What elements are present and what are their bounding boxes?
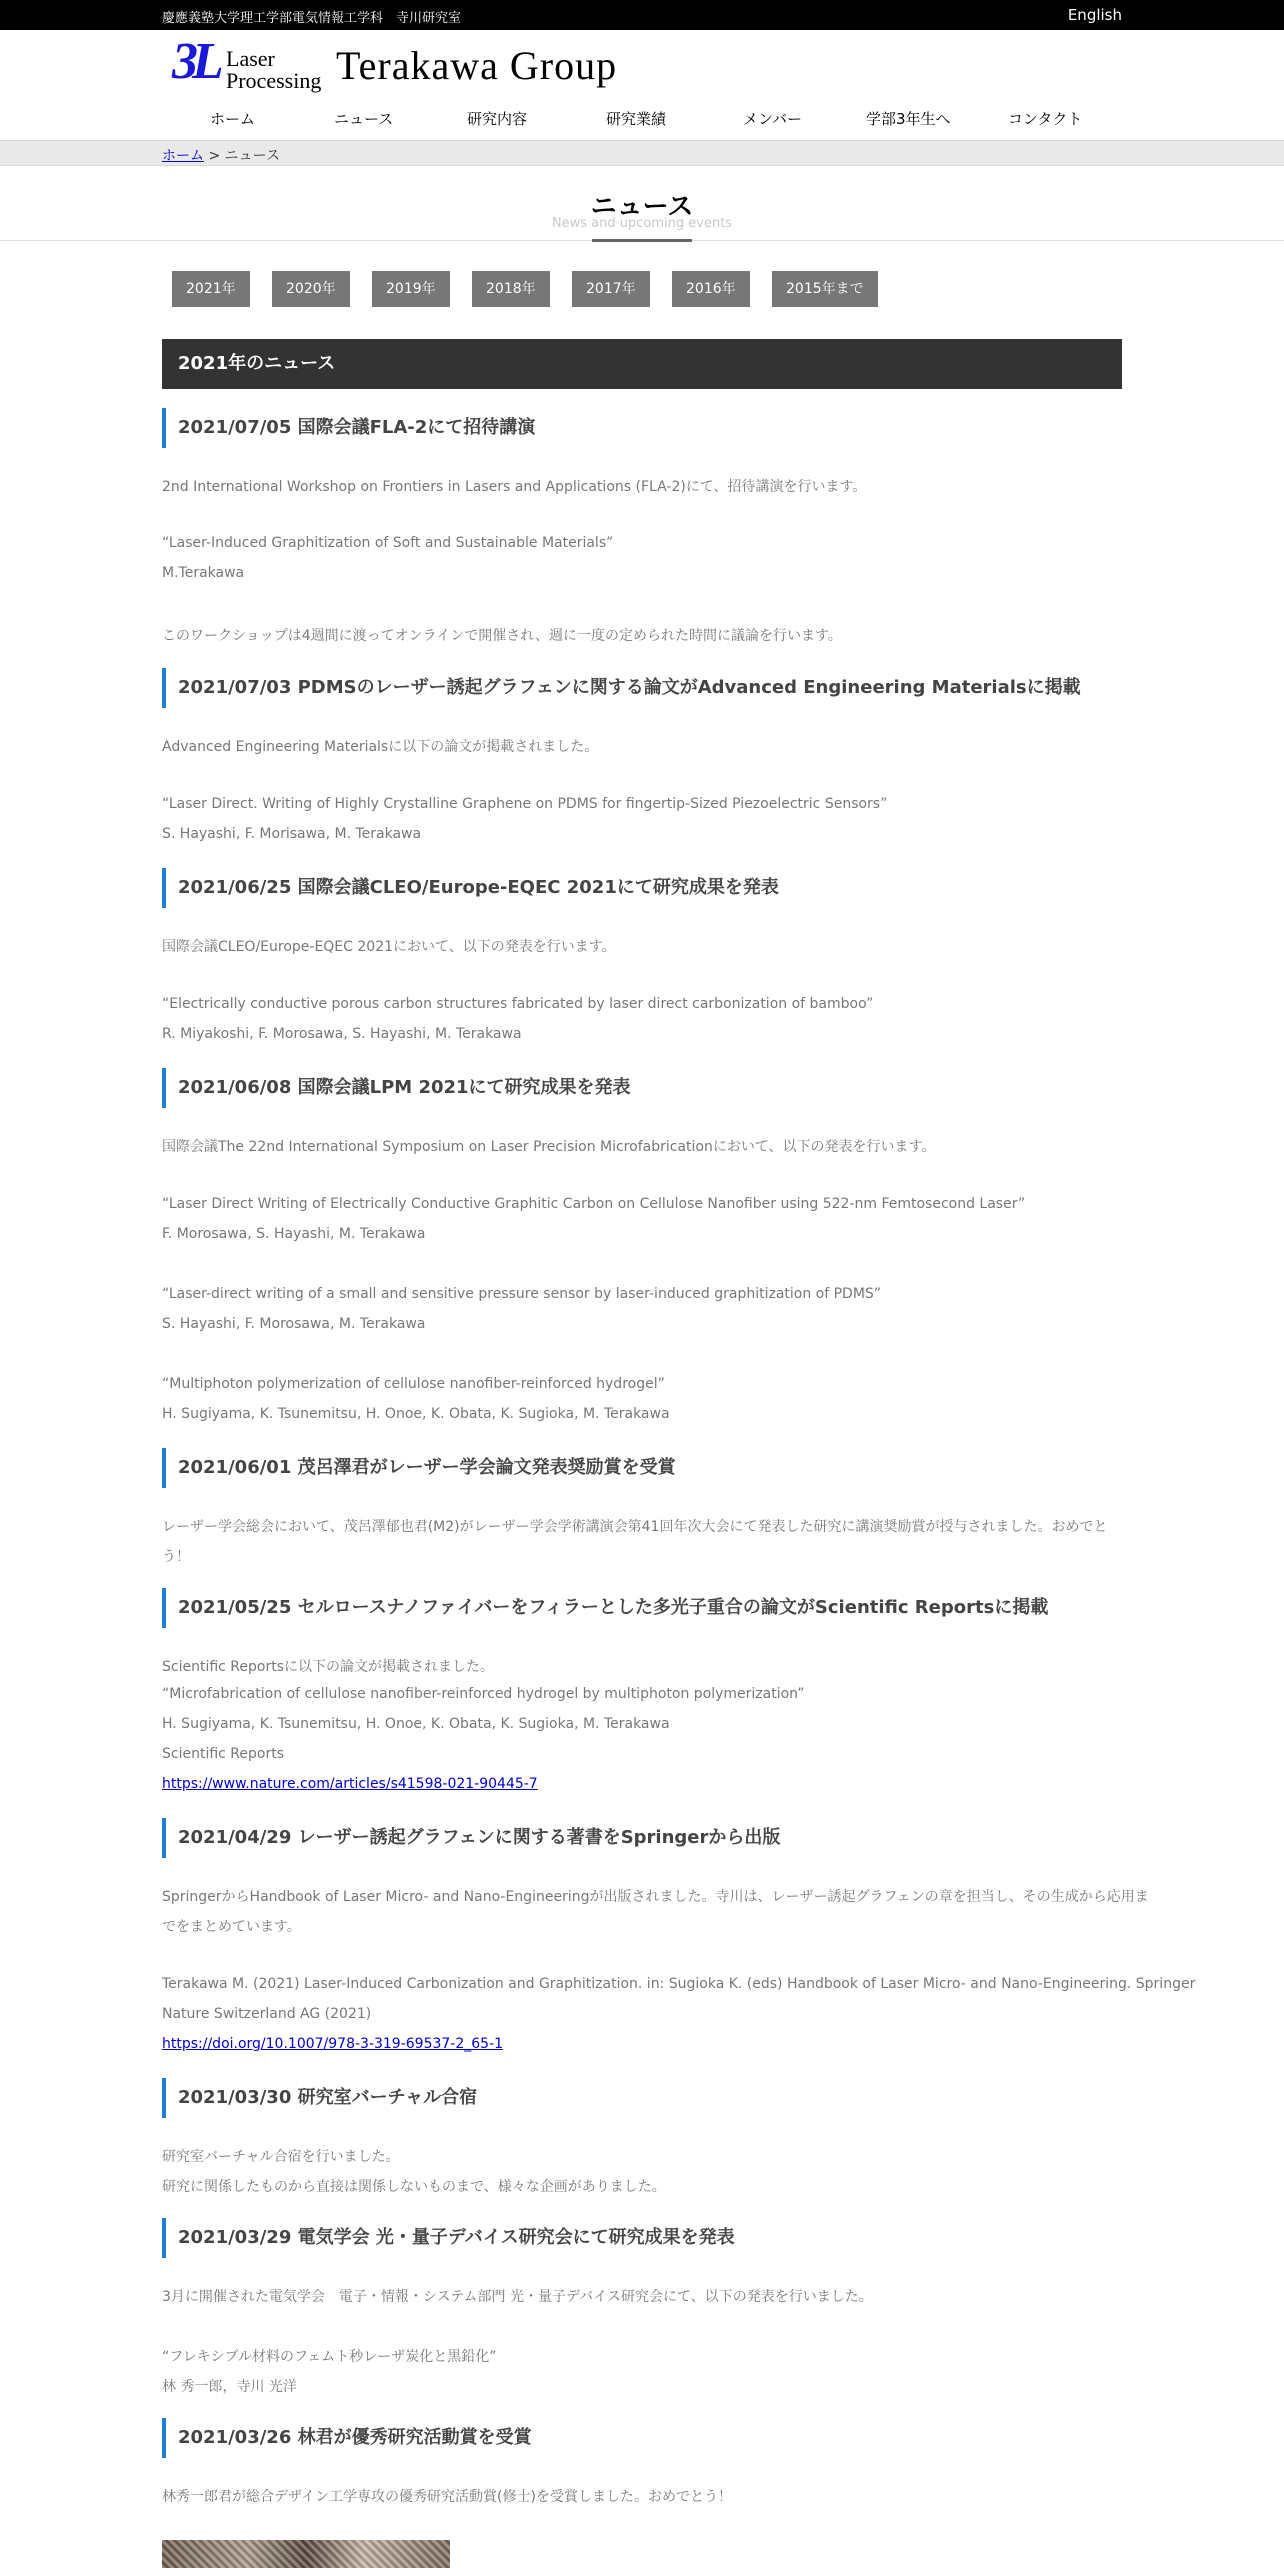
year-section-banner: 2021年のニュース — [162, 339, 1122, 389]
university-name: 慶應義塾大学理工学部電気情報工学科 寺川研究室 — [162, 11, 462, 26]
news-text: でをまとめています。 — [162, 1919, 301, 1935]
news-text: “Laser-Induced Graphitization of Soft and Sustainable Materials” — [162, 535, 614, 551]
news-text: Scientific Reportsに以下の論文が掲載されました。 — [162, 1659, 495, 1675]
news-text: “Laser-direct writing of a small and sensitive pressure sensor by laser-induced graphitization of PDMS” — [162, 1286, 882, 1302]
breadcrumb-separator: > — [204, 148, 225, 164]
news-heading: 2021/04/29 レーザー誘起グラフェンに関する著書をSpringerから出版 — [162, 1818, 780, 1858]
nav-publications[interactable]: 研究業績 — [606, 110, 667, 128]
news-text: レーザー学会総会において、茂呂澤郁也君(M2)がレーザー学会学術講演会第41回年次大会にて発表した研究に講演奨励賞が授与されました。おめでと — [162, 1519, 1108, 1535]
year-button-2019[interactable]: 2019年 — [372, 271, 450, 307]
news-text: “Laser Direct Writing of Electrically Conductive Graphitic Carbon on Cellulose Nanofiber using 522-nm Femtosecond Laser” — [162, 1196, 1026, 1212]
breadcrumb — [0, 140, 1284, 166]
breadcrumb-current: ニュース — [224, 148, 280, 164]
english-link[interactable]: English — [1067, 6, 1122, 24]
nav-news[interactable]: ニュース — [334, 110, 394, 128]
news-text: Scientific Reports — [162, 1746, 285, 1762]
year-button-2015-earlier[interactable]: 2015年まで — [772, 271, 878, 307]
logo-line-1: Laser — [226, 46, 275, 71]
year-button-2021[interactable]: 2021年 — [172, 271, 250, 307]
logo-group-name: Terakawa Group — [336, 43, 618, 88]
news-text: M.Terakawa — [162, 565, 245, 581]
news-article-link[interactable]: https://www.nature.com/articles/s41598-021-90445-7 — [162, 1776, 538, 1792]
news-text: “Microfabrication of cellulose nanofiber-reinforced hydrogel by multiphoton polymerization” — [162, 1686, 805, 1702]
main-nav — [162, 108, 1122, 134]
year-button-2017[interactable]: 2017年 — [572, 271, 650, 307]
logo-mark: 3L — [172, 33, 218, 90]
news-article-link[interactable]: https://doi.org/10.1007/978-3-319-69537-2_65-1 — [162, 2036, 504, 2052]
news-text: う！ — [162, 1549, 190, 1565]
news-text: “Electrically conductive porous carbon structures fabricated by laser direct carbonization of bamboo” — [162, 996, 874, 1012]
news-heading: 2021/06/08 国際会議LPM 2021にて研究成果を発表 — [162, 1068, 631, 1108]
news-text: F. Morosawa, S. Hayashi, M. Terakawa — [162, 1226, 426, 1242]
news-text: “Multiphoton polymerization of cellulose nanofiber-reinforced hydrogel” — [162, 1376, 665, 1392]
news-text: Nature Switzerland AG (2021) — [162, 2006, 372, 2022]
news-text: 研究に関係したものから直接は関係しないものまで、様々な企画がありました。 — [162, 2179, 666, 2195]
news-heading: 2021/06/25 国際会議CLEO/Europe-EQEC 2021にて研究成果を発表 — [162, 868, 779, 908]
news-text: 3月に開催された電気学会 電子・情報・システム部門 光・量子デバイス研究会にて、以下の発表を行いました。 — [162, 2289, 873, 2305]
nav-research[interactable]: 研究内容 — [467, 110, 528, 128]
news-heading: 2021/07/05 国際会議FLA-2にて招待講演 — [162, 408, 535, 448]
news-text: 研究室バーチャル合宿を行いました。 — [162, 2149, 400, 2165]
news-text: Advanced Engineering Materialsに以下の論文が掲載されました。 — [162, 739, 599, 755]
news-heading: 2021/03/29 電気学会 光・量子デバイス研究会にて研究成果を発表 — [162, 2218, 735, 2258]
year-button-2016[interactable]: 2016年 — [672, 271, 750, 307]
news-text: S. Hayashi, F. Morosawa, M. Terakawa — [162, 1316, 426, 1332]
news-text: R. Miyakoshi, F. Morosawa, S. Hayashi, M. Terakawa — [162, 1026, 522, 1042]
news-text: 国際会議CLEO/Europe-EQEC 2021において、以下の発表を行います。 — [162, 939, 616, 955]
news-heading: 2021/06/01 茂呂澤君がレーザー学会論文発表奨励賞を受賞 — [162, 1448, 676, 1488]
news-text: H. Sugiyama, K. Tsunemitsu, H. Onoe, K. Obata, K. Sugioka, M. Terakawa — [162, 1406, 670, 1422]
nav-home[interactable]: ホーム — [210, 110, 256, 128]
page-subtitle: News and upcoming events — [551, 216, 733, 231]
news-text: このワークショップは4週間に渡ってオンラインで開催され、週に一度の定められた時間に議論を行います。 — [162, 628, 842, 644]
news-text: “フレキシブル材料のフェムト秒レーザ炭化と黒鉛化” — [162, 2349, 497, 2365]
news-text: 2nd International Workshop on Frontiers in Lasers and Applications (FLA-2)にて、招待講演を行います。 — [162, 479, 867, 495]
nav-undergrad[interactable]: 学部3年生へ — [866, 110, 951, 128]
news-text: Terakawa M. (2021) Laser-Induced Carbonization and Graphitization. in: Sugioka K. (eds) Handbook of Laser Micro- and Nano-Engineering. Springer — [162, 1976, 1196, 1992]
logo-line-2: Processing — [226, 68, 322, 93]
news-text: 林秀一郎君が総合デザイン工学専攻の優秀研究活動賞(修士)を受賞しました。おめでとう！ — [162, 2489, 732, 2505]
news-heading: 2021/03/26 林君が優秀研究活動賞を受賞 — [162, 2418, 532, 2458]
news-text: “Laser Direct. Writing of Highly Crystalline Graphene on PDMS for fingertip-Sized Piezoelectric Sensors” — [162, 796, 888, 812]
news-text: 国際会議The 22nd International Symposium on Laser Precision Microfabricationにおいて、以下の発表を行います。 — [162, 1139, 936, 1155]
news-text: H. Sugiyama, K. Tsunemitsu, H. Onoe, K. Obata, K. Sugioka, M. Terakawa — [162, 1716, 670, 1732]
title-underline — [592, 239, 692, 242]
nav-contact[interactable]: コンタクト — [1008, 110, 1083, 128]
news-text: 林 秀一郎，寺川 光洋 — [162, 2379, 297, 2395]
nav-members[interactable]: メンバー — [743, 110, 802, 128]
news-heading: 2021/05/25 セルロースナノファイバーをフィラーとした多光子重合の論文がScientific Reportsに掲載 — [162, 1588, 1048, 1628]
award-photo — [162, 2540, 450, 2568]
news-text: SpringerからHandbook of Laser Micro- and Nano-Engineeringが出版されました。寺川は、レーザー誘起グラフェンの章を担当し、その生成から応用ま — [162, 1889, 1149, 1905]
top-bar — [0, 0, 1284, 30]
site-logo[interactable] — [170, 33, 630, 98]
page-title: ニュース — [590, 192, 694, 222]
news-heading: 2021/03/30 研究室バーチャル合宿 — [162, 2078, 477, 2118]
breadcrumb-home-link[interactable]: ホーム — [162, 148, 204, 164]
year-button-2020[interactable]: 2020年 — [272, 271, 350, 307]
year-button-2018[interactable]: 2018年 — [472, 271, 550, 307]
news-heading: 2021/07/03 PDMSのレーザー誘起グラフェンに関する論文がAdvanced Engineering Materialsに掲載 — [162, 668, 1081, 708]
news-text: S. Hayashi, F. Morisawa, M. Terakawa — [162, 826, 422, 842]
